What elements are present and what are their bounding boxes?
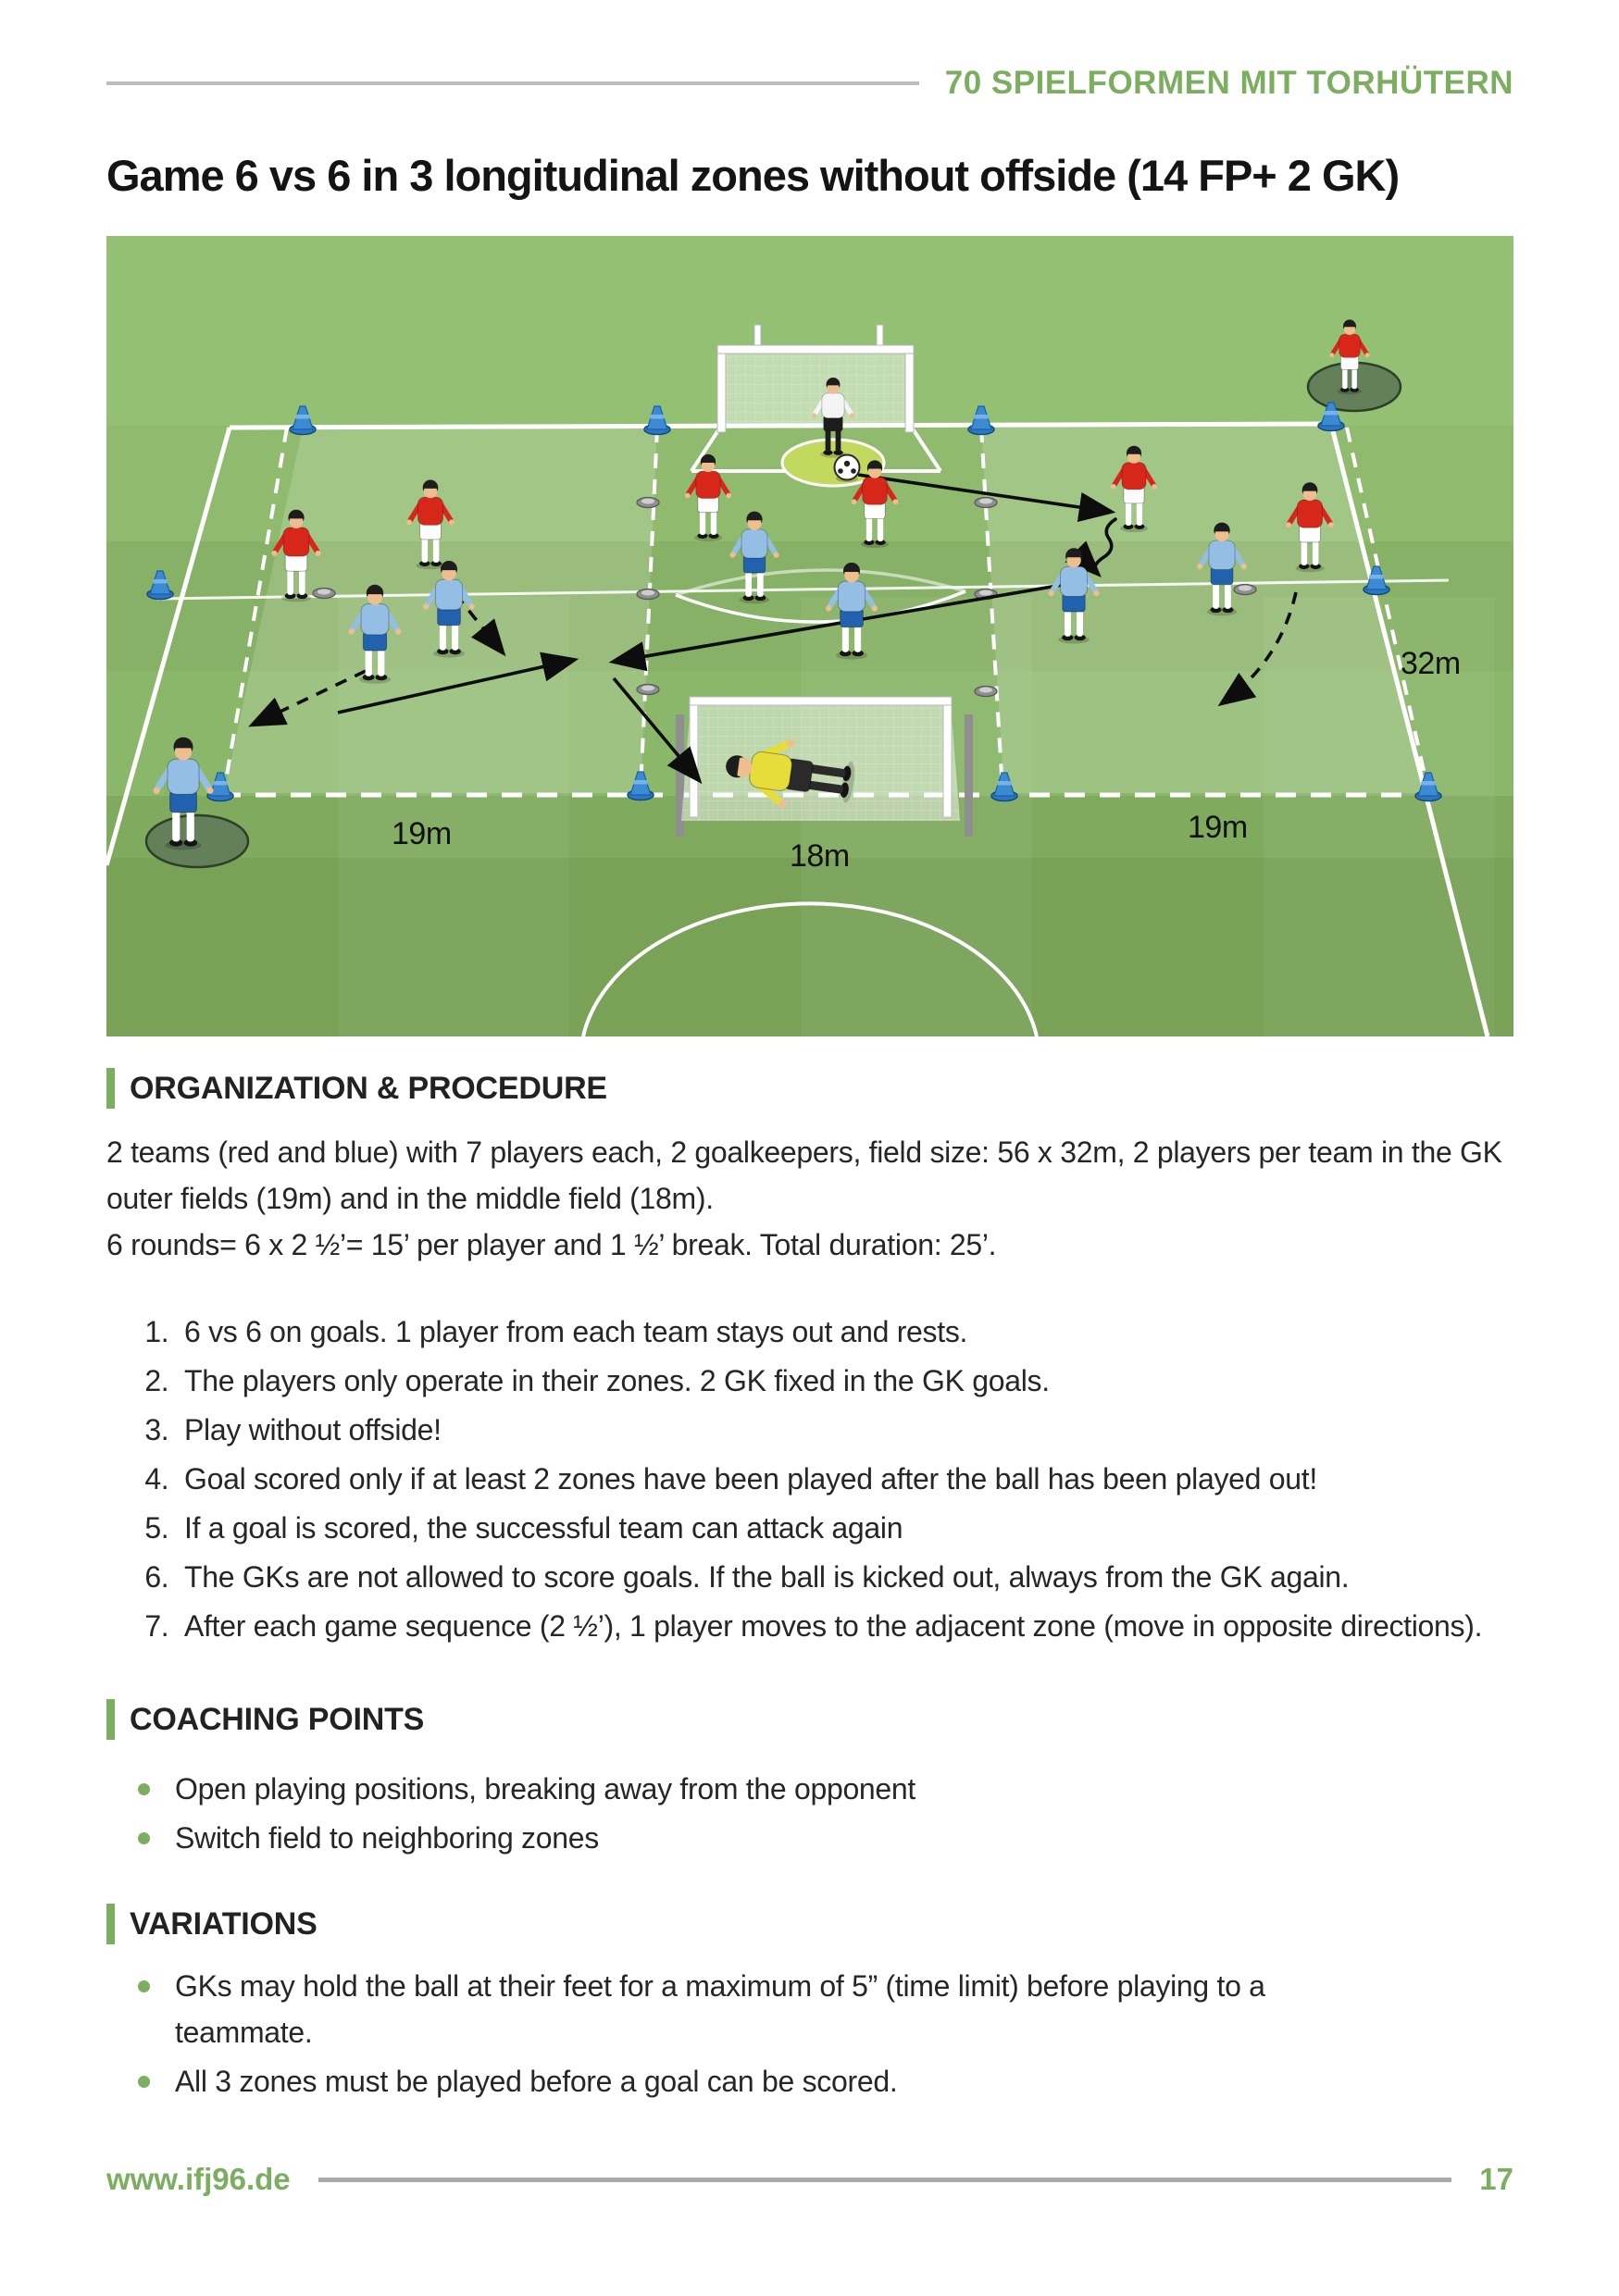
variations-list <box>106 1963 1513 2104</box>
variations-heading: VARIATIONS <box>130 1905 318 1942</box>
dimension-label: 18m <box>790 838 850 874</box>
flat-marker <box>637 685 659 695</box>
header-rule <box>106 81 919 85</box>
section-organization <box>106 1068 1513 1649</box>
organization-paragraph: 6 rounds= 6 x 2 ½’= 15’ per player and 1 ½’ break. Total duration: 25’. <box>106 1228 997 1261</box>
coaching-heading: COACHING POINTS <box>130 1701 425 1737</box>
variations-heading-row <box>106 1904 1513 1944</box>
page-header <box>106 65 1513 102</box>
organization-heading: ORGANIZATION & PROCEDURE <box>130 1070 607 1106</box>
footer-rule <box>318 2178 1452 2182</box>
green-bar <box>106 1904 115 1944</box>
procedure-item: 3. Play without offside! <box>177 1407 1501 1453</box>
exercise-diagram <box>106 236 1513 1036</box>
dimension-label: 19m <box>392 816 452 851</box>
dimension-label: 19m <box>1188 810 1248 845</box>
soccer-ball <box>835 455 860 483</box>
procedure-list <box>106 1309 1513 1649</box>
flat-marker <box>637 590 659 600</box>
organization-paragraph: 2 teams (red and blue) with 7 players each, 2 goalkeepers, field size: 56 x 32m, 2 players per team in the GK outer fields (19m) and in the middle field (18m). <box>106 1136 1502 1215</box>
coaching-item: Switch field to neighboring zones <box>132 1815 1382 1861</box>
resting-zone-marker <box>146 815 248 867</box>
coaching-list <box>106 1766 1513 1861</box>
flat-marker <box>313 589 335 599</box>
flat-marker <box>637 498 659 508</box>
flat-marker <box>975 498 997 508</box>
section-coaching-points <box>106 1699 1513 1861</box>
procedure-item: 7. After each game sequence (2 ½’), 1 player moves to the adjacent zone (move in opposite directions). <box>177 1603 1501 1649</box>
book-title: 70 SPIELFORMEN MIT TORHÜTERN <box>944 65 1513 101</box>
procedure-item: 4. Goal scored only if at least 2 zones have been played after the ball has been played out! <box>177 1456 1501 1502</box>
green-bar <box>106 1068 115 1109</box>
variations-item: GKs may hold the ball at their feet for a maximum of 5” (time limit) before playing to a teammate. <box>132 1963 1382 2055</box>
procedure-item: 5. If a goal is scored, the successful team can attack again <box>177 1505 1501 1551</box>
pitch-diagram <box>106 236 1513 1036</box>
page-number: 17 <box>1479 2162 1513 2196</box>
exercise-title: Game 6 vs 6 in 3 longitudinal zones without offside (14 FP+ 2 GK) <box>106 151 1400 200</box>
procedure-item: 6. The GKs are not allowed to score goals. If the ball is kicked out, always from the GK again. <box>177 1554 1501 1600</box>
organization-heading-row <box>106 1068 1513 1109</box>
section-variations <box>106 1904 1513 2104</box>
page-footer <box>106 2162 1513 2197</box>
coaching-heading-row <box>106 1699 1513 1740</box>
variations-item: All 3 zones must be played before a goal can be scored. <box>132 2058 1382 2104</box>
flat-marker <box>1234 585 1256 595</box>
dimension-label: 32m <box>1401 646 1461 681</box>
flat-marker <box>975 687 997 697</box>
procedure-item: 1. 6 vs 6 on goals. 1 player from each team stays out and rests. <box>177 1309 1501 1355</box>
procedure-item: 2. The players only operate in their zones. 2 GK fixed in the GK goals. <box>177 1358 1501 1404</box>
coaching-item: Open playing positions, breaking away from the opponent <box>132 1766 1382 1812</box>
green-bar <box>106 1699 115 1740</box>
website-link[interactable]: www.ifj96.de <box>106 2162 291 2196</box>
